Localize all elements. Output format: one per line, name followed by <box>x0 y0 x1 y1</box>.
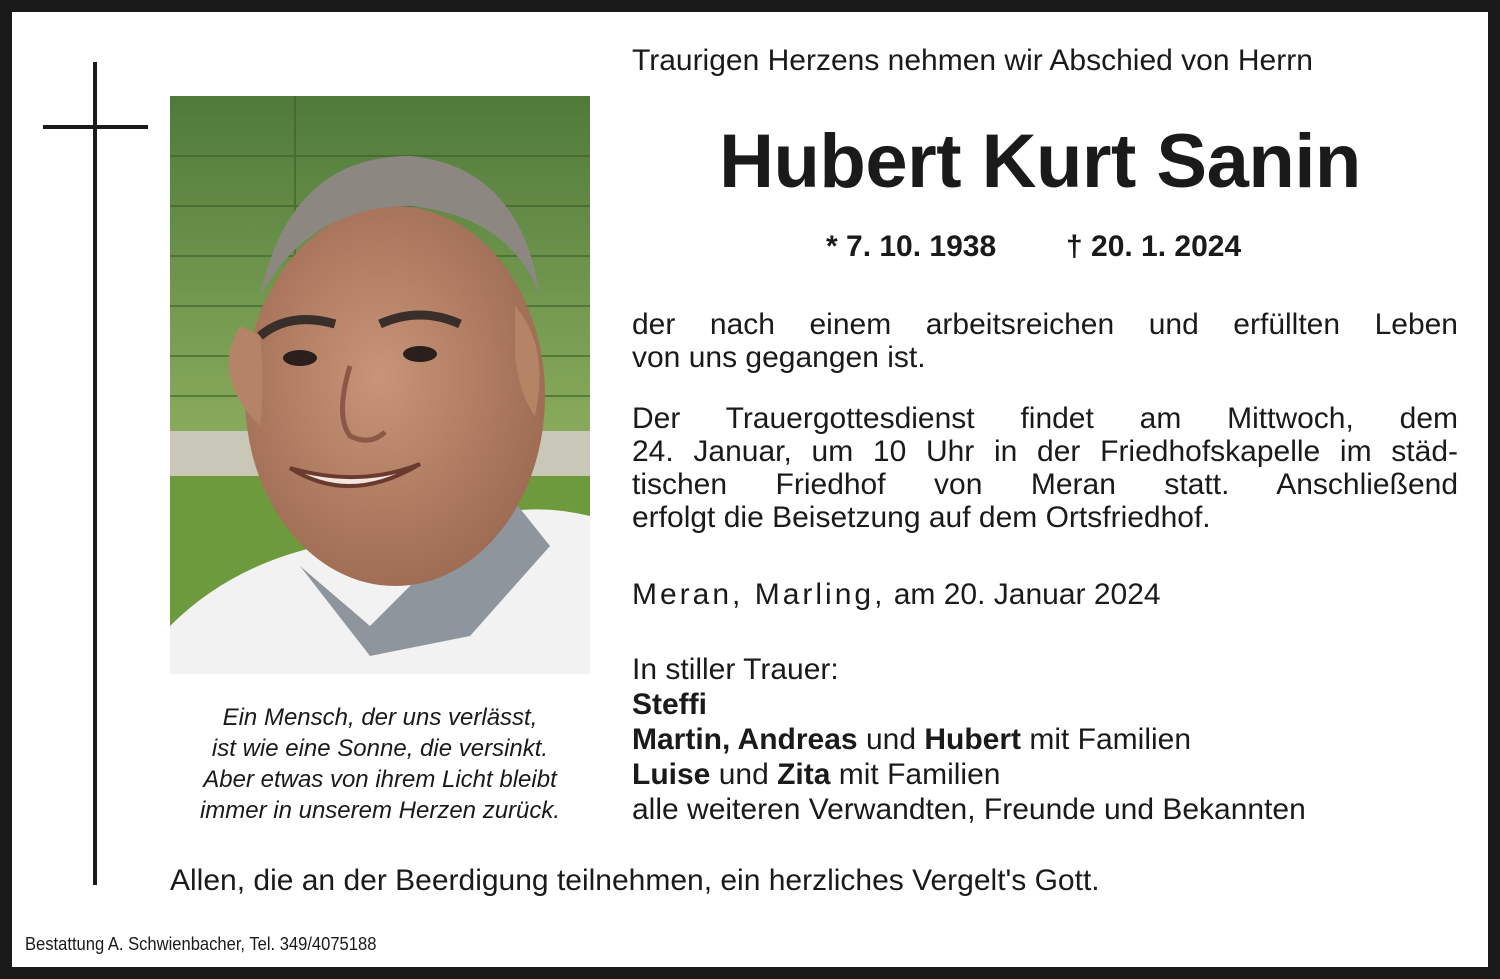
deceased-name: Hubert Kurt Sanin <box>719 119 1361 204</box>
death-date: † 20. 1. 2024 <box>1066 230 1242 263</box>
poem-line: Aber etwas von ihrem Licht bleibt <box>203 766 557 793</box>
mourner-name: Luise <box>632 758 711 791</box>
funeral-home-footer: Bestattung A. Schwienbacher, Tel. 349/4075188 <box>25 934 377 954</box>
funeral-paragraph <box>632 402 1458 534</box>
portrait-photo <box>170 96 590 674</box>
place-towns: Meran, Marling, <box>632 578 886 611</box>
life-paragraph <box>632 308 1458 374</box>
mourners-heading: In stiller Trauer: <box>632 653 839 686</box>
poem-line: Ein Mensch, der uns verlässt, <box>222 704 538 731</box>
paragraph-line: erfolgt die Beisetzung auf dem Ortsfriedhof. <box>632 501 1211 534</box>
mourner-name: Zita <box>777 758 831 791</box>
mourner-suffix: mit Familien <box>1021 723 1192 756</box>
paragraph-line: von uns gegangen ist. <box>632 341 926 374</box>
intro-text: Traurigen Herzens nehmen wir Abschied von Herrn <box>632 44 1313 77</box>
poem-line: immer in unserem Herzen zurück. <box>199 797 561 824</box>
mourner-line <box>632 722 1306 757</box>
mourner-name: Martin, Andreas <box>632 723 858 756</box>
mourner-line: alle weiteren Verwandten, Freunde und Bekannten <box>632 793 1306 826</box>
place-date-text: am 20. Januar 2024 <box>885 578 1161 611</box>
mourner-line <box>632 757 1306 792</box>
mourner-conjunction: und <box>857 723 925 756</box>
paragraph-line: der nach einem arbeitsreichen und erfüllten Leben <box>632 308 1458 341</box>
mourner-line: Steffi <box>632 688 707 721</box>
poem-line: ist wie eine Sonne, die versinkt. <box>211 735 549 762</box>
paragraph-line: Der Trauergottesdienst findet am Mittwoch, dem <box>632 402 1458 435</box>
place-date <box>632 578 1161 612</box>
mourners-list <box>632 652 1306 827</box>
mourner-conjunction: und <box>710 758 778 791</box>
paragraph-line: 24. Januar, um 10 Uhr in der Friedhofskapelle im städ- <box>632 435 1458 468</box>
thanks-text: Allen, die an der Beerdigung teilnehmen, ein herzliches Vergelt's Gott. <box>170 864 1100 897</box>
mourner-suffix: mit Familien <box>830 758 1001 791</box>
memorial-poem <box>150 702 610 826</box>
mourner-name: Hubert <box>924 723 1022 756</box>
birth-date: * 7. 10. 1938 <box>826 230 997 263</box>
paragraph-line: tischen Friedhof von Meran statt. Anschließend <box>632 468 1458 501</box>
